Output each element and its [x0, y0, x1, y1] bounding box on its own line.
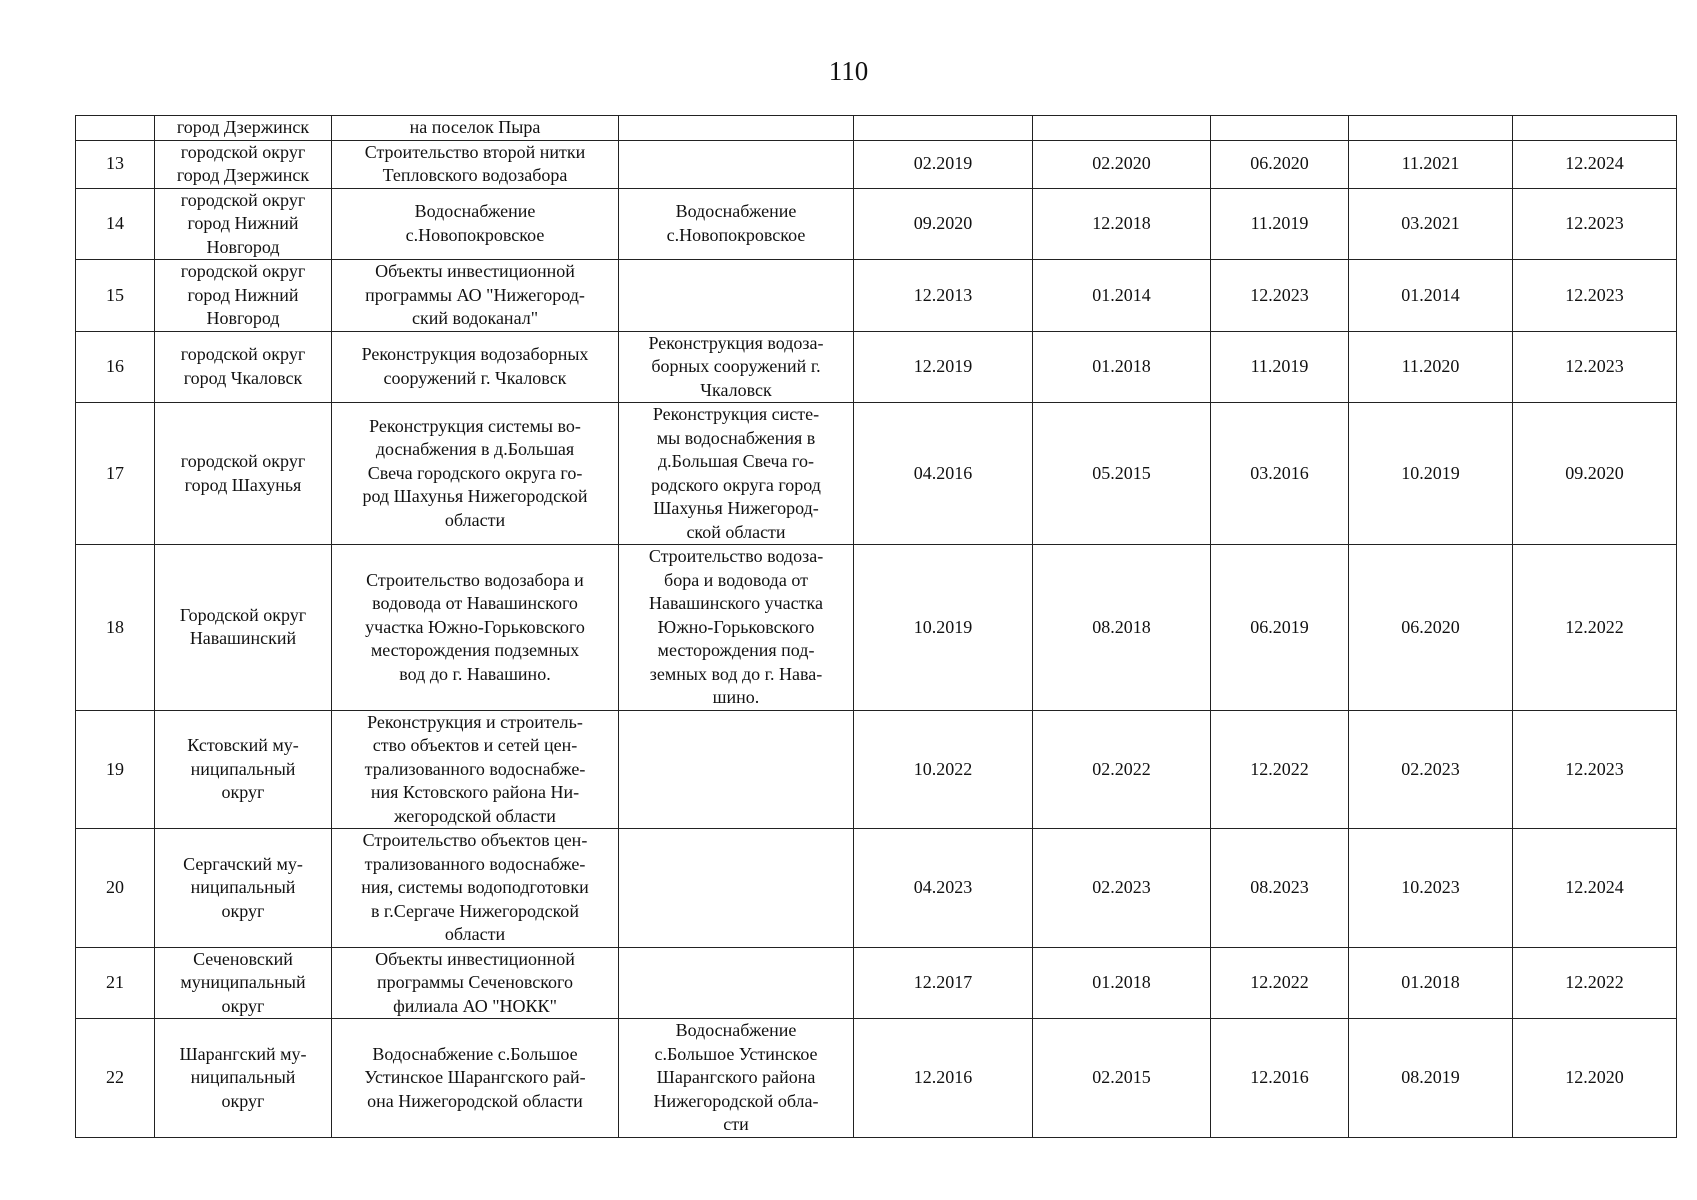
cell-location	[619, 116, 854, 141]
cell-location: Реконструкция водоза- борных сооружений г. Чкаловск	[619, 331, 854, 403]
cell-location: Водоснабжение с.Новопокровское	[619, 188, 854, 260]
cell-number: 17	[76, 403, 155, 545]
cell-date-4: 03.2021	[1349, 188, 1513, 260]
cell-date-1: 12.2017	[854, 947, 1033, 1019]
cell-location	[619, 140, 854, 188]
cell-date-2: 02.2015	[1033, 1019, 1211, 1138]
cell-date-4	[1349, 116, 1513, 141]
water-supply-objects-table	[75, 115, 1677, 1138]
table-row	[76, 260, 1677, 332]
table-row	[76, 545, 1677, 711]
cell-date-4: 10.2023	[1349, 829, 1513, 948]
cell-date-1: 09.2020	[854, 188, 1033, 260]
cell-date-1: 12.2019	[854, 331, 1033, 403]
cell-date-1: 12.2016	[854, 1019, 1033, 1138]
cell-municipality: Сеченовский муниципальный округ	[155, 947, 332, 1019]
cell-object: на поселок Пыра	[332, 116, 619, 141]
cell-municipality: Шарангский му- ниципальный округ	[155, 1019, 332, 1138]
cell-date-2: 01.2018	[1033, 947, 1211, 1019]
table-row	[76, 331, 1677, 403]
cell-number: 19	[76, 710, 155, 829]
cell-date-3	[1211, 116, 1349, 141]
table-row	[76, 947, 1677, 1019]
cell-number: 15	[76, 260, 155, 332]
cell-municipality: городской округ город Дзержинск	[155, 140, 332, 188]
cell-date-5	[1513, 116, 1677, 141]
cell-municipality: городской округ город Нижний Новгород	[155, 188, 332, 260]
cell-date-5: 12.2024	[1513, 829, 1677, 948]
cell-date-2: 05.2015	[1033, 403, 1211, 545]
cell-date-1: 12.2013	[854, 260, 1033, 332]
cell-date-4: 11.2021	[1349, 140, 1513, 188]
cell-date-3: 12.2023	[1211, 260, 1349, 332]
page-number: 110	[828, 56, 869, 86]
table-row	[76, 1019, 1677, 1138]
cell-object: Строительство водозабора и водовода от Навашинского участка Южно-Горьковского месторождения подземных вод до г. Навашино.	[332, 545, 619, 711]
cell-date-5: 09.2020	[1513, 403, 1677, 545]
cell-number	[76, 116, 155, 141]
cell-date-4: 10.2019	[1349, 403, 1513, 545]
cell-date-3: 11.2019	[1211, 331, 1349, 403]
cell-municipality: городской округ город Шахунья	[155, 403, 332, 545]
cell-municipality: Кстовский му- ниципальный округ	[155, 710, 332, 829]
cell-date-1: 02.2019	[854, 140, 1033, 188]
cell-date-5: 12.2024	[1513, 140, 1677, 188]
cell-date-1: 10.2022	[854, 710, 1033, 829]
cell-object: Строительство второй нитки Тепловского водозабора	[332, 140, 619, 188]
cell-date-4: 01.2014	[1349, 260, 1513, 332]
cell-location: Водоснабжение с.Большое Устинское Шарангского района Нижегородской обла- сти	[619, 1019, 854, 1138]
cell-date-2: 02.2020	[1033, 140, 1211, 188]
cell-date-3: 06.2019	[1211, 545, 1349, 711]
cell-date-5: 12.2023	[1513, 260, 1677, 332]
table-row	[76, 188, 1677, 260]
cell-date-2: 12.2018	[1033, 188, 1211, 260]
cell-date-2: 01.2014	[1033, 260, 1211, 332]
table-row	[76, 710, 1677, 829]
cell-date-3: 12.2022	[1211, 947, 1349, 1019]
cell-number: 16	[76, 331, 155, 403]
cell-location	[619, 710, 854, 829]
cell-date-4: 02.2023	[1349, 710, 1513, 829]
cell-number: 13	[76, 140, 155, 188]
cell-number: 20	[76, 829, 155, 948]
cell-date-4: 01.2018	[1349, 947, 1513, 1019]
cell-number: 14	[76, 188, 155, 260]
cell-object: Водоснабжение с.Большое Устинское Шарангского рай- она Нижегородской области	[332, 1019, 619, 1138]
cell-location	[619, 829, 854, 948]
cell-date-4: 11.2020	[1349, 331, 1513, 403]
cell-municipality: город Дзержинск	[155, 116, 332, 141]
cell-number: 22	[76, 1019, 155, 1138]
cell-date-5: 12.2022	[1513, 545, 1677, 711]
cell-object: Реконструкция системы во- доснабжения в д.Большая Свеча городского округа го- род Шахунья Нижегородской области	[332, 403, 619, 545]
table-row	[76, 829, 1677, 948]
cell-date-4: 06.2020	[1349, 545, 1513, 711]
cell-object: Водоснабжение с.Новопокровское	[332, 188, 619, 260]
cell-object: Объекты инвестиционной программы Сеченовского филиала АО "НОКК"	[332, 947, 619, 1019]
table-body	[76, 116, 1677, 1138]
cell-date-1: 04.2023	[854, 829, 1033, 948]
cell-date-1	[854, 116, 1033, 141]
cell-date-2: 08.2018	[1033, 545, 1211, 711]
cell-date-3: 11.2019	[1211, 188, 1349, 260]
cell-date-5: 12.2022	[1513, 947, 1677, 1019]
table-row-continuation	[76, 116, 1677, 141]
table-row	[76, 140, 1677, 188]
cell-location: Строительство водоза- бора и водовода от Навашинского участка Южно-Горьковского месторождения под- земных вод до г. Нава- шино.	[619, 545, 854, 711]
cell-object: Строительство объектов цен- трализованного водоснабже- ния, системы водоподготовки в г.Сергаче Нижегородской области	[332, 829, 619, 948]
cell-date-3: 12.2022	[1211, 710, 1349, 829]
cell-location: Реконструкция систе- мы водоснабжения в д.Большая Свеча го- родского округа город Шахунья Нижегород- ской области	[619, 403, 854, 545]
cell-number: 21	[76, 947, 155, 1019]
cell-date-3: 08.2023	[1211, 829, 1349, 948]
cell-date-2	[1033, 116, 1211, 141]
table-row	[76, 403, 1677, 545]
cell-date-5: 12.2023	[1513, 188, 1677, 260]
cell-date-5: 12.2023	[1513, 710, 1677, 829]
cell-municipality: Сергачский му- ниципальный округ	[155, 829, 332, 948]
cell-date-2: 02.2023	[1033, 829, 1211, 948]
cell-object: Реконструкция и строитель- ство объектов и сетей цен- трализованного водоснабже- ния Кстовского района Ни- жегородской области	[332, 710, 619, 829]
cell-date-2: 02.2022	[1033, 710, 1211, 829]
cell-date-1: 10.2019	[854, 545, 1033, 711]
cell-date-5: 12.2020	[1513, 1019, 1677, 1138]
cell-date-5: 12.2023	[1513, 331, 1677, 403]
cell-municipality: городской округ город Чкаловск	[155, 331, 332, 403]
cell-location	[619, 947, 854, 1019]
cell-object: Объекты инвестиционной программы АО "Нижегород- ский водоканал"	[332, 260, 619, 332]
cell-location	[619, 260, 854, 332]
cell-date-2: 01.2018	[1033, 331, 1211, 403]
cell-date-3: 03.2016	[1211, 403, 1349, 545]
cell-municipality: Городской округ Навашинский	[155, 545, 332, 711]
cell-date-3: 06.2020	[1211, 140, 1349, 188]
cell-object: Реконструкция водозаборных сооружений г. Чкаловск	[332, 331, 619, 403]
cell-date-3: 12.2016	[1211, 1019, 1349, 1138]
cell-municipality: городской округ город Нижний Новгород	[155, 260, 332, 332]
cell-number: 18	[76, 545, 155, 711]
cell-date-4: 08.2019	[1349, 1019, 1513, 1138]
cell-date-1: 04.2016	[854, 403, 1033, 545]
